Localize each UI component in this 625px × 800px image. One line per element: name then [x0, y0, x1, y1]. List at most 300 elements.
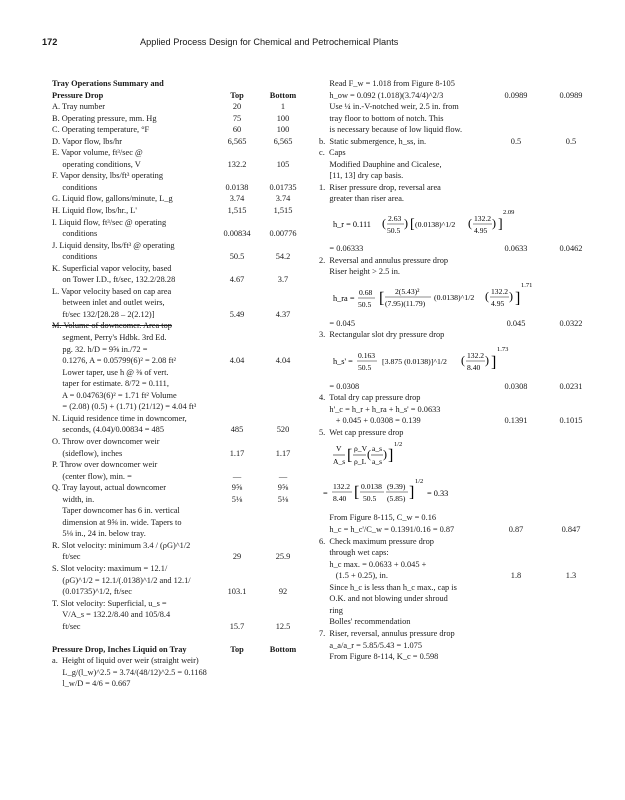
table-row — [52, 621, 307, 633]
value-top: 0.0989 — [504, 90, 528, 100]
table-row — [52, 471, 307, 483]
row-label: through wet caps: — [319, 548, 389, 558]
book-title: Applied Process Design for Chemical and Petrochemical Plants — [140, 37, 399, 47]
equation-reversal-drop-svg — [333, 278, 543, 318]
value-top: Top — [230, 644, 244, 654]
eq4-frac3-den: a_s — [372, 457, 383, 467]
table-row — [52, 159, 307, 171]
row-label: = 0.045 — [319, 318, 355, 328]
table-row — [52, 413, 307, 425]
row-label: O. Throw over downcomer weir — [52, 436, 160, 446]
eq5-frac1-den: 8.40 — [333, 494, 347, 504]
eq1-frac2-num: 132.2 — [474, 214, 492, 224]
eq5-rhs: = 0.33 — [427, 489, 449, 499]
table-row — [319, 255, 609, 267]
value-bottom: — — [278, 471, 288, 481]
value-bottom: 1 — [280, 102, 286, 112]
eq3-mid: [3.875 (0.0138)]^1/2 — [382, 356, 447, 366]
table-row — [319, 651, 609, 663]
row-label: = (2.08) (0.5) + (1.71) (21/12) = 4.04 ft³ — [52, 402, 197, 412]
table-row — [52, 551, 307, 563]
table-row — [319, 415, 609, 427]
value-bottom: 0.847 — [561, 525, 581, 535]
eq2-mid: (0.0138)^1/2 — [434, 292, 475, 302]
row-label: 7. Riser, reversal, annulus pressure drop — [319, 628, 455, 638]
table-row — [52, 320, 307, 332]
svg-text:(: ( — [367, 447, 371, 462]
value-bottom: Bottom — [269, 90, 297, 100]
value-top: 0.045 — [506, 318, 526, 328]
value-bottom: 12.5 — [275, 621, 291, 631]
value-bottom: 9⅝ — [277, 483, 289, 493]
row-label: Pressure Drop — [52, 90, 104, 100]
row-label: width, in. — [52, 494, 95, 504]
table-row — [52, 517, 307, 529]
row-label: tray floor to bottom of notch. This — [319, 113, 444, 123]
table-row — [52, 217, 307, 229]
svg-text:): ) — [383, 447, 387, 462]
left-column — [52, 78, 307, 690]
table-row — [52, 124, 307, 136]
row-label: dimension at 9⅝ in. wide. Tapers to — [52, 517, 182, 527]
row-label: conditions — [52, 182, 98, 192]
value-top: 0.1391 — [504, 416, 528, 426]
row-label: 5⅛ in., 24 in. below tray. — [52, 529, 146, 539]
eq4-frac2-den: ρ_L — [354, 457, 367, 467]
row-label: 0.1276, A = 0.05799(6)² = 2.08 ft² — [52, 356, 177, 366]
table-row — [52, 482, 307, 494]
eq2-frac3-num: 132.2 — [491, 286, 509, 296]
table-row — [52, 632, 307, 644]
equation-riser-drop — [319, 205, 609, 243]
value-bottom: 0.0462 — [559, 244, 583, 254]
row-label: M. Volume of downcomer. Area top — [52, 321, 172, 331]
table-row — [52, 678, 307, 690]
row-label: seconds, (4.04)/0.00834 = 485 — [52, 425, 165, 435]
value-top: 3.74 — [229, 194, 245, 204]
value-bottom: 100 — [276, 113, 290, 123]
table-row — [52, 113, 307, 125]
value-bottom: Bottom — [269, 644, 297, 654]
value-top: 4.04 — [229, 356, 245, 366]
eq3-frac2-num: 132.2 — [467, 350, 485, 360]
table-row — [319, 427, 609, 439]
eq3-frac1-den: 50.5 — [358, 362, 372, 372]
svg-text:): ) — [404, 216, 408, 231]
eq5-frac3-den: (5.85) — [387, 494, 406, 504]
row-label: l_w/D = 4/6 = 0.667 — [52, 679, 131, 689]
table-row — [319, 536, 609, 548]
eq4-exp: 1/2 — [394, 441, 403, 449]
table-row — [52, 78, 307, 90]
table-row — [319, 640, 609, 652]
table-row — [52, 644, 307, 656]
table-row — [319, 547, 609, 559]
table-row — [319, 512, 609, 524]
row-label: G. Liquid flow, gallons/minute, L_g — [52, 194, 173, 204]
value-top: 6,565 — [227, 136, 247, 146]
equation-wet-cap-value-svg — [323, 474, 523, 512]
svg-text:[: [ — [354, 484, 360, 502]
eq5-frac2-num: 0.0138 — [361, 482, 382, 492]
right-column — [319, 78, 609, 663]
row-label: B. Operating pressure, mm. Hg — [52, 113, 157, 123]
eq1-lhs: h_r = 0.111 — [333, 220, 371, 230]
value-top: 5.49 — [229, 309, 245, 319]
value-bottom: 54.2 — [275, 252, 291, 262]
value-top: 60 — [232, 125, 242, 135]
value-top: 0.0138 — [225, 182, 249, 192]
svg-text:]: ] — [409, 484, 415, 502]
row-label: segment, Perry's Hdbk. 3rd Ed. — [52, 333, 167, 343]
row-label: A = 0.04763(6)² = 1.71 ft² Volume — [52, 390, 177, 400]
table-row — [52, 344, 307, 356]
row-label: greater than riser area. — [319, 194, 405, 204]
page-header — [42, 37, 602, 51]
value-bottom: 1,515 — [273, 206, 293, 216]
svg-text:(: ( — [485, 288, 489, 303]
row-label: T. Slot velocity: Superficial, u_s = — [52, 598, 167, 608]
table-row — [319, 147, 609, 159]
table-row — [52, 170, 307, 182]
table-row — [52, 448, 307, 460]
row-label: Riser height > 2.5 in. — [319, 267, 400, 277]
table-row — [52, 436, 307, 448]
svg-text:=: = — [323, 489, 328, 499]
table-row — [52, 655, 307, 667]
value-bottom: 25.9 — [275, 552, 291, 562]
row-label: From Figure 8-114, K_c = 0.598 — [319, 652, 439, 662]
table-row — [52, 251, 307, 263]
value-bottom: 0.0231 — [559, 381, 583, 391]
table-row — [319, 593, 609, 605]
row-label: 5. Wet cap pressure drop — [319, 427, 404, 437]
table-row — [319, 404, 609, 416]
table-row — [319, 243, 609, 255]
eq2-lhs: h_ra = — [333, 293, 355, 303]
eq5-frac3-num: (9.39) — [387, 482, 406, 492]
eq1-frac1-num: 2.63 — [388, 214, 402, 224]
value-top: 29 — [232, 552, 242, 562]
row-label: = 0.0308 — [319, 381, 360, 391]
value-top: 75 — [232, 113, 242, 123]
table-row — [52, 667, 307, 679]
equation-wet-cap-ratio — [319, 438, 609, 474]
table-row — [52, 309, 307, 321]
table-row — [52, 240, 307, 252]
svg-text:[: [ — [347, 447, 353, 465]
table-row — [52, 136, 307, 148]
value-bottom: 6,565 — [273, 136, 293, 146]
eq5-exp: 1/2 — [415, 478, 424, 486]
row-label: L. Vapor velocity based on cap area — [52, 286, 172, 296]
table-row — [52, 401, 307, 413]
row-label: C. Operating temperature, °F — [52, 125, 150, 135]
table-row — [52, 332, 307, 344]
row-label: 4. Total dry cap pressure drop — [319, 393, 421, 403]
svg-text:[: [ — [379, 289, 385, 307]
value-top: 1,515 — [227, 206, 247, 216]
value-bottom: 105 — [276, 159, 290, 169]
table-row — [52, 586, 307, 598]
value-top: 0.0633 — [504, 244, 528, 254]
eq1-frac2-den: 4.95 — [474, 226, 488, 236]
row-label: Since h_c is less than h_c max., cap is — [319, 582, 457, 592]
row-label: ft/sec — [52, 621, 81, 631]
row-label: + 0.045 + 0.0308 = 0.139 — [319, 416, 421, 426]
table-row — [319, 182, 609, 194]
equation-wet-cap-ratio-svg — [333, 438, 533, 474]
row-label: h_c max. = 0.0633 + 0.045 + — [319, 559, 427, 569]
value-top: 0.0308 — [504, 381, 528, 391]
row-label: Q. Tray layout, actual downcomer — [52, 483, 167, 493]
row-label: (0.01735)^1/2, ft/sec — [52, 587, 132, 597]
table-row — [319, 90, 609, 102]
table-row — [52, 286, 307, 298]
row-label: h'_c = h_r + h_ra + h_s' = 0.0633 — [319, 404, 441, 414]
row-label: 3. Rectangular slot dry pressure drop — [319, 330, 445, 340]
row-label: F. Vapor density, lbs/ft³ operating — [52, 171, 163, 181]
eq3-frac1-num: 0.163 — [358, 350, 376, 360]
table-row — [319, 101, 609, 113]
svg-text:[: [ — [410, 217, 415, 233]
value-bottom: 4.04 — [275, 356, 291, 366]
eq4-frac1-den: A_s — [333, 457, 346, 467]
value-bottom: 4.37 — [275, 309, 291, 319]
row-label: (ρG)^1/2 = 12.1/(.0138)^1/2 and 12.1/ — [52, 575, 191, 585]
table-row — [52, 459, 307, 471]
svg-text:): ) — [509, 288, 513, 303]
row-label: between inlet and outlet weirs, — [52, 298, 165, 308]
row-label: taper for estimate. 8/72 = 0.111, — [52, 379, 169, 389]
table-row — [319, 616, 609, 628]
table-row — [52, 228, 307, 240]
equation-riser-drop-svg — [333, 205, 533, 243]
table-row — [52, 424, 307, 436]
value-top: 50.5 — [229, 252, 245, 262]
eq2-frac1-num: 0.68 — [359, 287, 373, 297]
svg-text:): ) — [485, 352, 489, 367]
row-label: K. Superficial vapor velocity, based — [52, 263, 172, 273]
table-row — [319, 570, 609, 582]
table-row — [52, 205, 307, 217]
row-label: D. Vapor flow, lbs/hr — [52, 136, 122, 146]
value-top: 1.8 — [510, 571, 522, 581]
row-label: V/A_s = 132.2/8.40 and 105/8.4 — [52, 610, 171, 620]
row-label: I. Liquid flow, ft³/sec @ operating — [52, 217, 167, 227]
value-bottom: 0.0322 — [559, 318, 583, 328]
value-top: 485 — [230, 425, 244, 435]
eq1-mid: (0.0138)^1/2 — [415, 220, 456, 230]
equation-reversal-drop — [319, 278, 609, 318]
table-row — [52, 598, 307, 610]
value-bottom: 100 — [276, 125, 290, 135]
value-top: Top — [230, 90, 244, 100]
row-label: b. Static submergence, h_ss, in. — [319, 136, 427, 146]
value-bottom: 3.74 — [275, 194, 291, 204]
value-top: 15.7 — [229, 621, 245, 631]
value-bottom: 0.00776 — [269, 229, 297, 239]
table-row — [319, 124, 609, 136]
value-bottom: 0.5 — [565, 136, 577, 146]
table-row — [52, 494, 307, 506]
row-label: S. Slot velocity: maximum = 12.1/ — [52, 563, 168, 573]
table-row — [52, 263, 307, 275]
eq3-frac2-den: 8.40 — [467, 362, 481, 372]
value-top: 0.5 — [510, 136, 522, 146]
eq1-exp: 2.09 — [503, 209, 515, 217]
eq5-frac1-num: 132.2 — [333, 482, 351, 492]
row-label: O.K. and not blowing under shroud — [319, 594, 448, 604]
svg-text:]: ] — [498, 217, 503, 233]
table-row — [52, 528, 307, 540]
row-label: [11, 13] dry cap basis. — [319, 171, 404, 181]
table-row — [52, 390, 307, 402]
table-row — [52, 563, 307, 575]
row-label: H. Liquid flow, lbs/hr., L' — [52, 206, 137, 216]
row-label: Pressure Drop, Inches Liquid on Tray — [52, 644, 187, 654]
table-row — [319, 159, 609, 171]
row-label: R. Slot velocity: minimum 3.4 / (ρG)^1/2 — [52, 540, 191, 550]
table-row — [319, 329, 609, 341]
row-label: 2. Reversal and annulus pressure drop — [319, 255, 449, 265]
row-label: (1.5 + 0.25), in. — [319, 571, 388, 581]
table-row — [52, 147, 307, 159]
row-label: h_ow = 0.092 (1.018)(3.74/4)^2/3 — [319, 90, 444, 100]
row-label: = 0.06333 — [319, 244, 364, 254]
row-label: Use ¼ in.-V-notched weir, 2.5 in. from — [319, 102, 459, 112]
table-row — [319, 559, 609, 571]
svg-text:]: ] — [515, 289, 521, 307]
row-label: on Tower I.D., ft/sec, 132.2/28.28 — [52, 275, 176, 285]
value-top: 0.87 — [508, 525, 524, 535]
eq2-frac1-den: 50.5 — [358, 299, 372, 309]
row-label: From Figure 8-115, C_w = 0.16 — [319, 513, 437, 523]
table-row — [319, 318, 609, 330]
svg-text:]: ] — [388, 447, 394, 465]
value-top: 4.67 — [229, 275, 245, 285]
row-label: Lower taper, use h @ ⅜ of vert. — [52, 367, 169, 377]
row-label: (sideflow), inches — [52, 448, 123, 458]
svg-text:): ) — [492, 216, 496, 231]
row-label: Read F_w = 1.018 from Figure 8-105 — [319, 79, 455, 88]
svg-text:]: ] — [491, 353, 497, 371]
table-row — [319, 582, 609, 594]
table-row — [52, 540, 307, 552]
row-label: Tray Operations Summary and — [52, 79, 164, 88]
value-top: 103.1 — [227, 587, 247, 597]
row-label: ft/sec 132/[28.28 – 2(2.12)] — [52, 309, 155, 319]
value-top: 0.00834 — [223, 229, 251, 239]
eq1-frac1-den: 50.5 — [387, 226, 401, 236]
eq4-frac2-num: ρ_V — [354, 444, 368, 454]
row-label: is necessary because of low liquid flow. — [319, 125, 463, 135]
row-label: pg. 32. h/D = 9⅝ in./72 = — [52, 344, 148, 354]
eq3-exp: 1.73 — [497, 345, 509, 353]
value-bottom: 1.17 — [275, 448, 291, 458]
value-bottom: 520 — [276, 425, 290, 435]
row-label: Bolles' recommendation — [319, 617, 411, 627]
row-label: A. Tray number — [52, 102, 106, 112]
eq2-frac3-den: 4.95 — [491, 298, 505, 308]
row-label: conditions — [52, 252, 98, 262]
table-row — [52, 90, 307, 102]
value-top: 132.2 — [227, 159, 247, 169]
row-label: E. Vapor volume, ft³/sec @ — [52, 148, 143, 158]
row-label: ring — [319, 605, 343, 615]
row-label: Taper downcomer has 6 in. vertical — [52, 506, 180, 516]
row-label: P. Throw over downcomer weir — [52, 460, 158, 470]
equation-slot-drop — [319, 341, 609, 381]
eq2-frac2-num: 2(5.43)² — [395, 286, 420, 296]
svg-text:(: ( — [468, 216, 472, 231]
table-row — [52, 182, 307, 194]
table-row — [52, 193, 307, 205]
table-row — [52, 367, 307, 379]
table-row — [319, 193, 609, 205]
table-row — [319, 605, 609, 617]
value-bottom: 92 — [278, 587, 288, 597]
row-label: 1. Riser pressure drop, reversal area — [319, 182, 441, 192]
eq2-frac2-den: (7.95)(11.79) — [385, 298, 426, 308]
row-label: c. Caps — [319, 148, 346, 158]
svg-text:(: ( — [382, 216, 386, 231]
eq5-frac2-den: 50.5 — [363, 494, 377, 504]
table-row — [319, 381, 609, 393]
table-row — [52, 505, 307, 517]
eq4-frac3-num: a_s — [372, 444, 383, 454]
table-row — [319, 136, 609, 148]
eq4-frac1-num: V — [336, 444, 342, 454]
value-bottom: 5⅛ — [277, 494, 289, 504]
row-label: operating conditions, V — [52, 159, 141, 169]
page-number: 172 — [42, 37, 58, 47]
table-row — [52, 575, 307, 587]
table-row — [319, 266, 609, 278]
row-label: J. Liquid density, lbs/ft³ @ operating — [52, 240, 175, 250]
value-top: 9⅝ — [231, 483, 243, 493]
row-label: 6. Check maximum pressure drop — [319, 536, 434, 546]
row-label: ft/sec — [52, 552, 81, 562]
row-label: conditions — [52, 229, 98, 239]
value-top: 20 — [232, 102, 242, 112]
row-label: a. Height of liquid over weir (straight weir) — [52, 656, 199, 666]
value-top: — — [232, 471, 242, 481]
table-row — [52, 378, 307, 390]
row-label: N. Liquid residence time in downcomer, — [52, 413, 187, 423]
table-row — [319, 78, 609, 90]
svg-text:(: ( — [461, 352, 465, 367]
table-row — [52, 101, 307, 113]
table-row — [52, 297, 307, 309]
value-bottom: 1.3 — [565, 571, 577, 581]
row-label: a_a/a_r = 5.85/5.43 = 1.075 — [319, 640, 423, 650]
table-row — [52, 355, 307, 367]
row-label: L_g/(l_w)^2.5 = 3.74/(48/12)^2.5 = 0.1168 — [52, 667, 207, 677]
table-row — [319, 170, 609, 182]
table-row — [52, 609, 307, 621]
value-bottom: 3.7 — [277, 275, 289, 285]
equation-wet-cap-value — [319, 474, 609, 512]
value-top: 1.17 — [229, 448, 245, 458]
value-bottom: 0.01735 — [269, 182, 297, 192]
table-row — [319, 524, 609, 536]
value-bottom: 0.1015 — [559, 416, 583, 426]
table-row — [319, 392, 609, 404]
equation-slot-drop-svg — [333, 341, 543, 381]
row-label: Modified Dauphine and Cicalese, — [319, 159, 442, 169]
table-row — [319, 113, 609, 125]
